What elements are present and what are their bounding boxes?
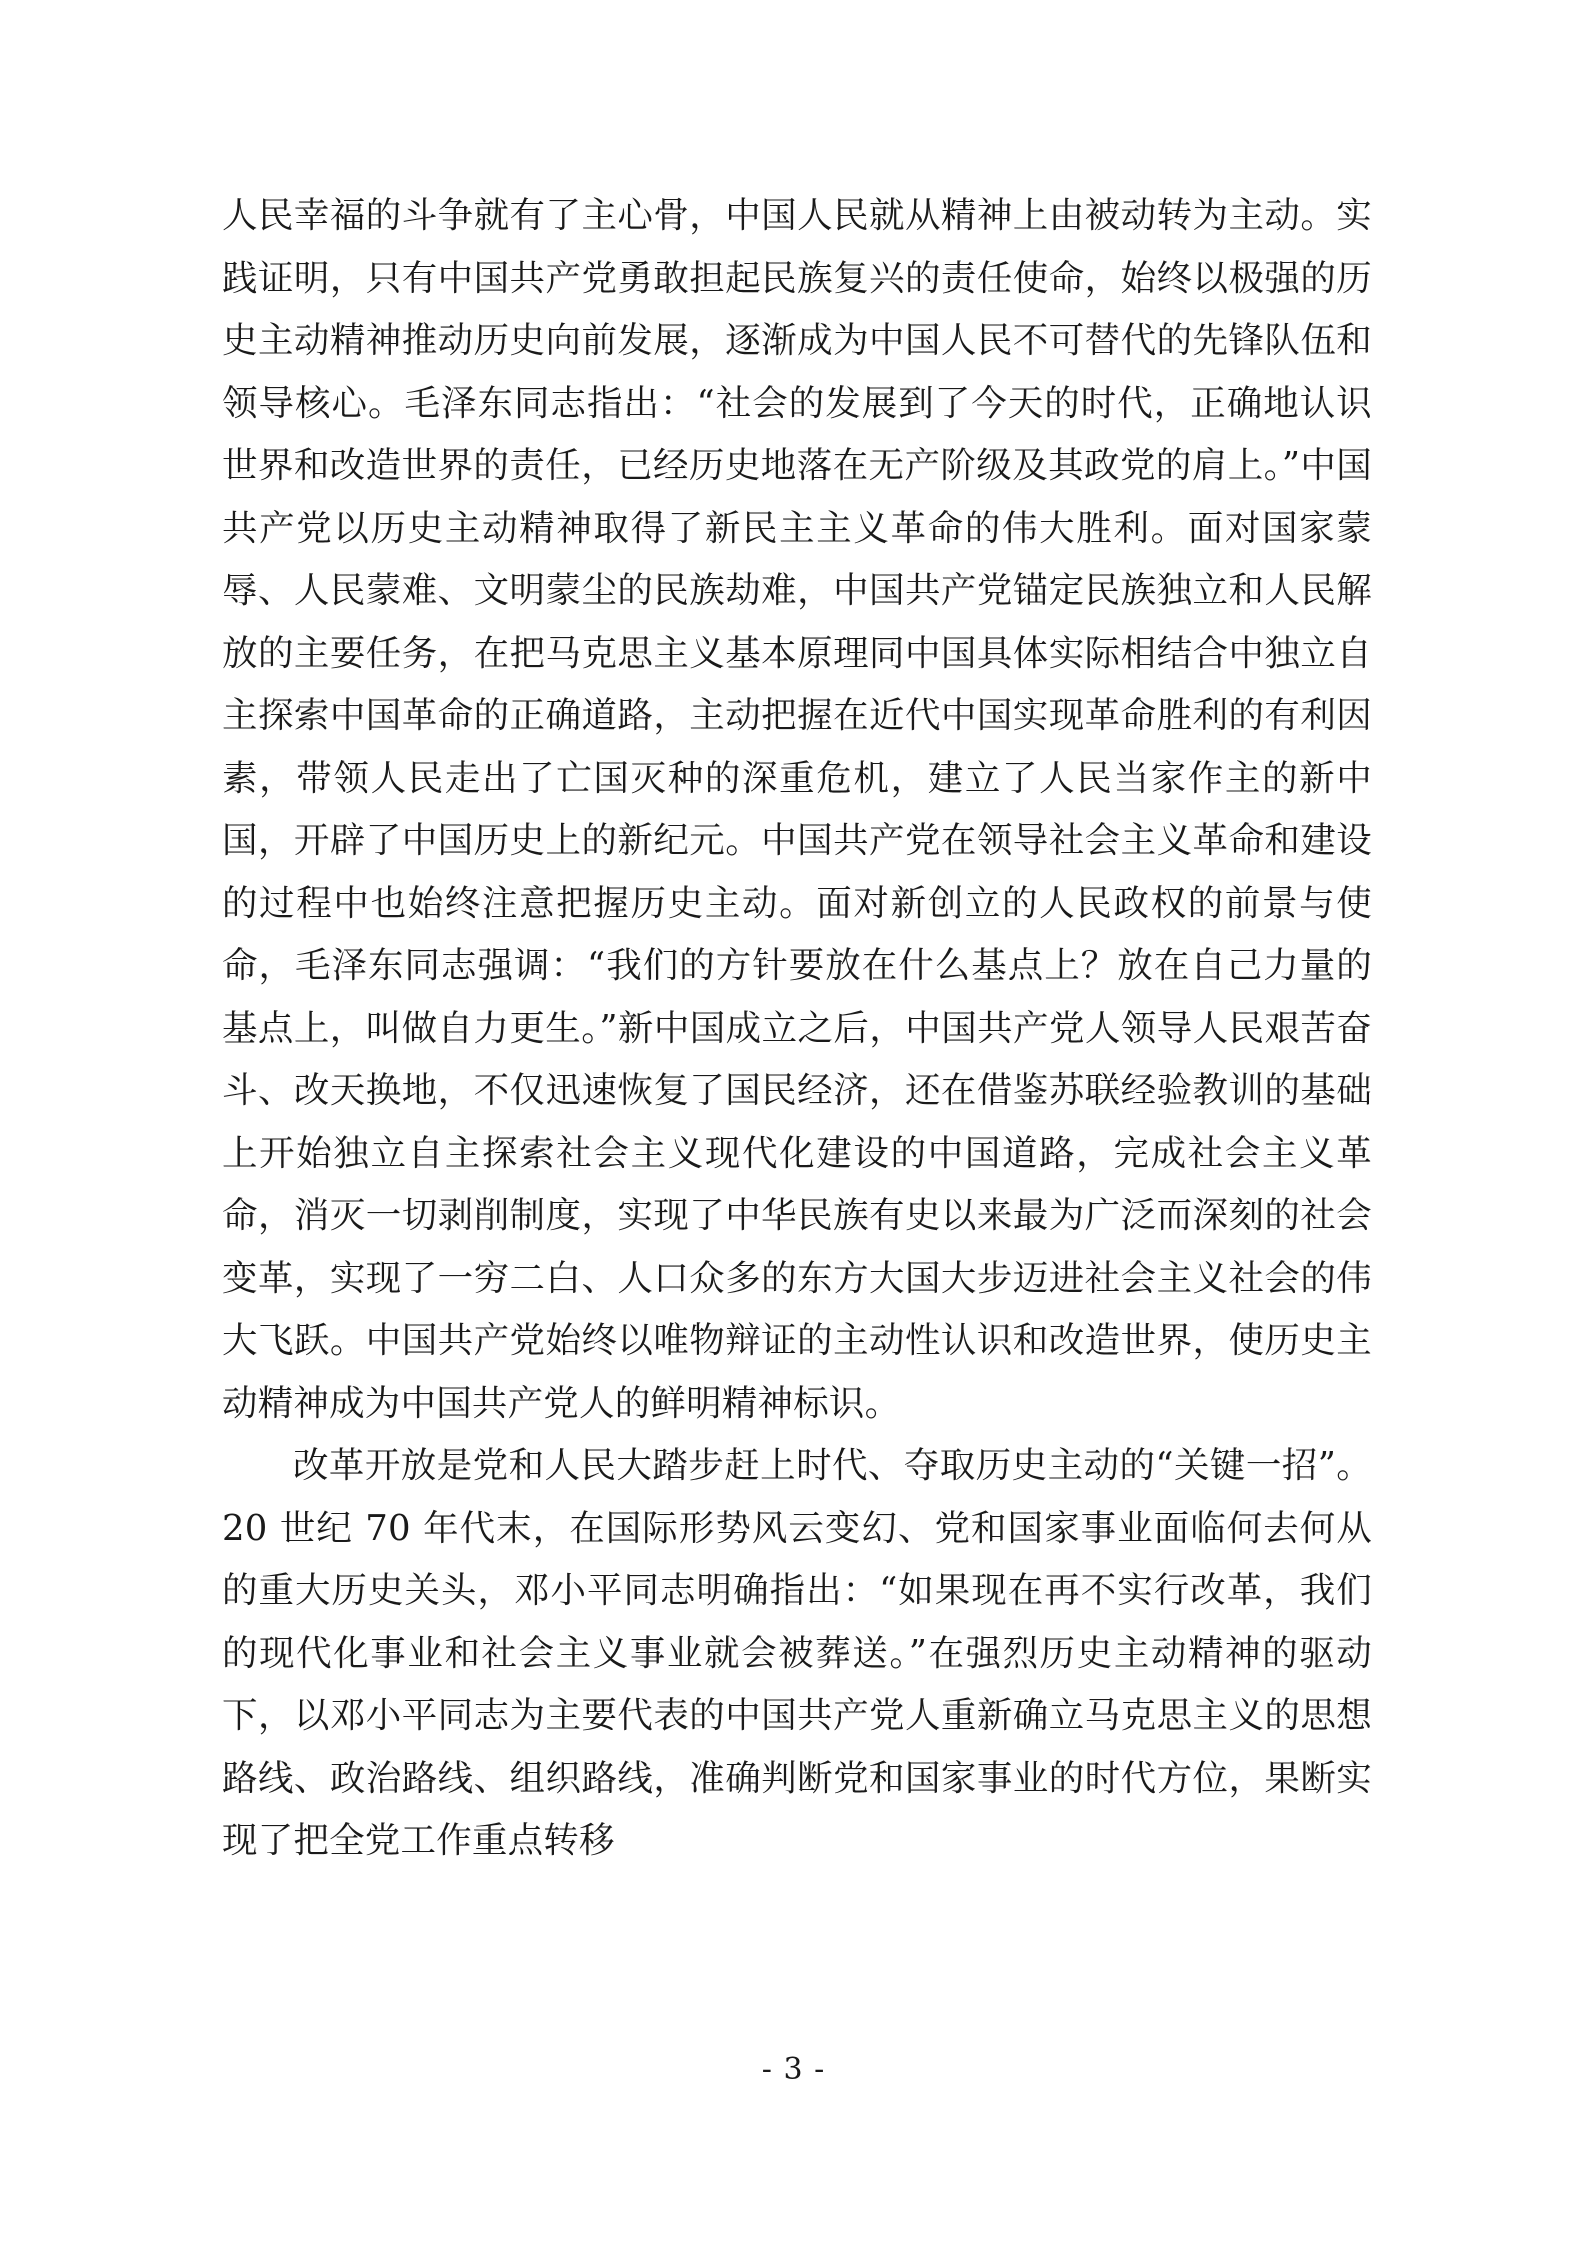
body-paragraph: 改革开放是党和人民大踏步赶上时代、夺取历史主动的“关键一招”。20 世纪 70 年代末，在国际形势风云变幻、党和国家事业面临何去何从的重大历史关头，邓小平同志明确指出：“如果现在再不实行改革，我们的现代化事业和社会主义事业就会被葬送。”在强烈历史主动精神的驱动下，以邓小平同志为主要代表的中国共产党人重新确立马克思主义的思想路线、政治路线、组织路线，准确判断党和国家事业的时代方位，果断实现了把全党工作重点转移: [222, 1445, 1372, 1861]
page-number: - 3 -: [761, 2052, 826, 2087]
document-body: [222, 185, 1372, 1873]
body-paragraph: 人民幸福的斗争就有了主心骨，中国人民就从精神上由被动转为主动。实践证明，只有中国共产党勇敢担起民族复兴的责任使命，始终以极强的历史主动精神推动历史向前发展，逐渐成为中国人民不可替代的先锋队伍和领导核心。毛泽东同志指出：“社会的发展到了今天的时代，正确地认识世界和改造世界的责任，已经历史地落在无产阶级及其政党的肩上。”中国共产党以历史主动精神取得了新民主主义革命的伟大胜利。面对国家蒙辱、人民蒙难、文明蒙尘的民族劫难，中国共产党锚定民族独立和人民解放的主要任务，在把马克思主义基本原理同中国具体实际相结合中独立自主探索中国革命的正确道路，主动把握在近代中国实现革命胜利的有利因素，带领人民走出了亡国灭种的深重危机，建立了人民当家作主的新中国，开辟了中国历史上的新纪元。中国共产党在领导社会主义革命和建设的过程中也始终注意把握历史主动。面对新创立的人民政权的前景与使命，毛泽东同志强调：“我们的方针要放在什么基点上？放在自己力量的基点上，叫做自力更生。”新中国成立之后，中国共产党人领导人民艰苦奋斗、改天换地，不仅迅速恢复了国民经济，还在借鉴苏联经验教训的基础上开始独立自主探索社会主义现代化建设的中国道路，完成社会主义革命，消灭一切剥削制度，实现了中华民族有史以来最为广泛而深刻的社会变革，实现了一穷二白、人口众多的东方大国大步迈进社会主义社会的伟大飞跃。中国共产党始终以唯物辩证的主动性认识和改造世界，使历史主动精神成为中国共产党人的鲜明精神标识。: [222, 195, 1372, 1424]
